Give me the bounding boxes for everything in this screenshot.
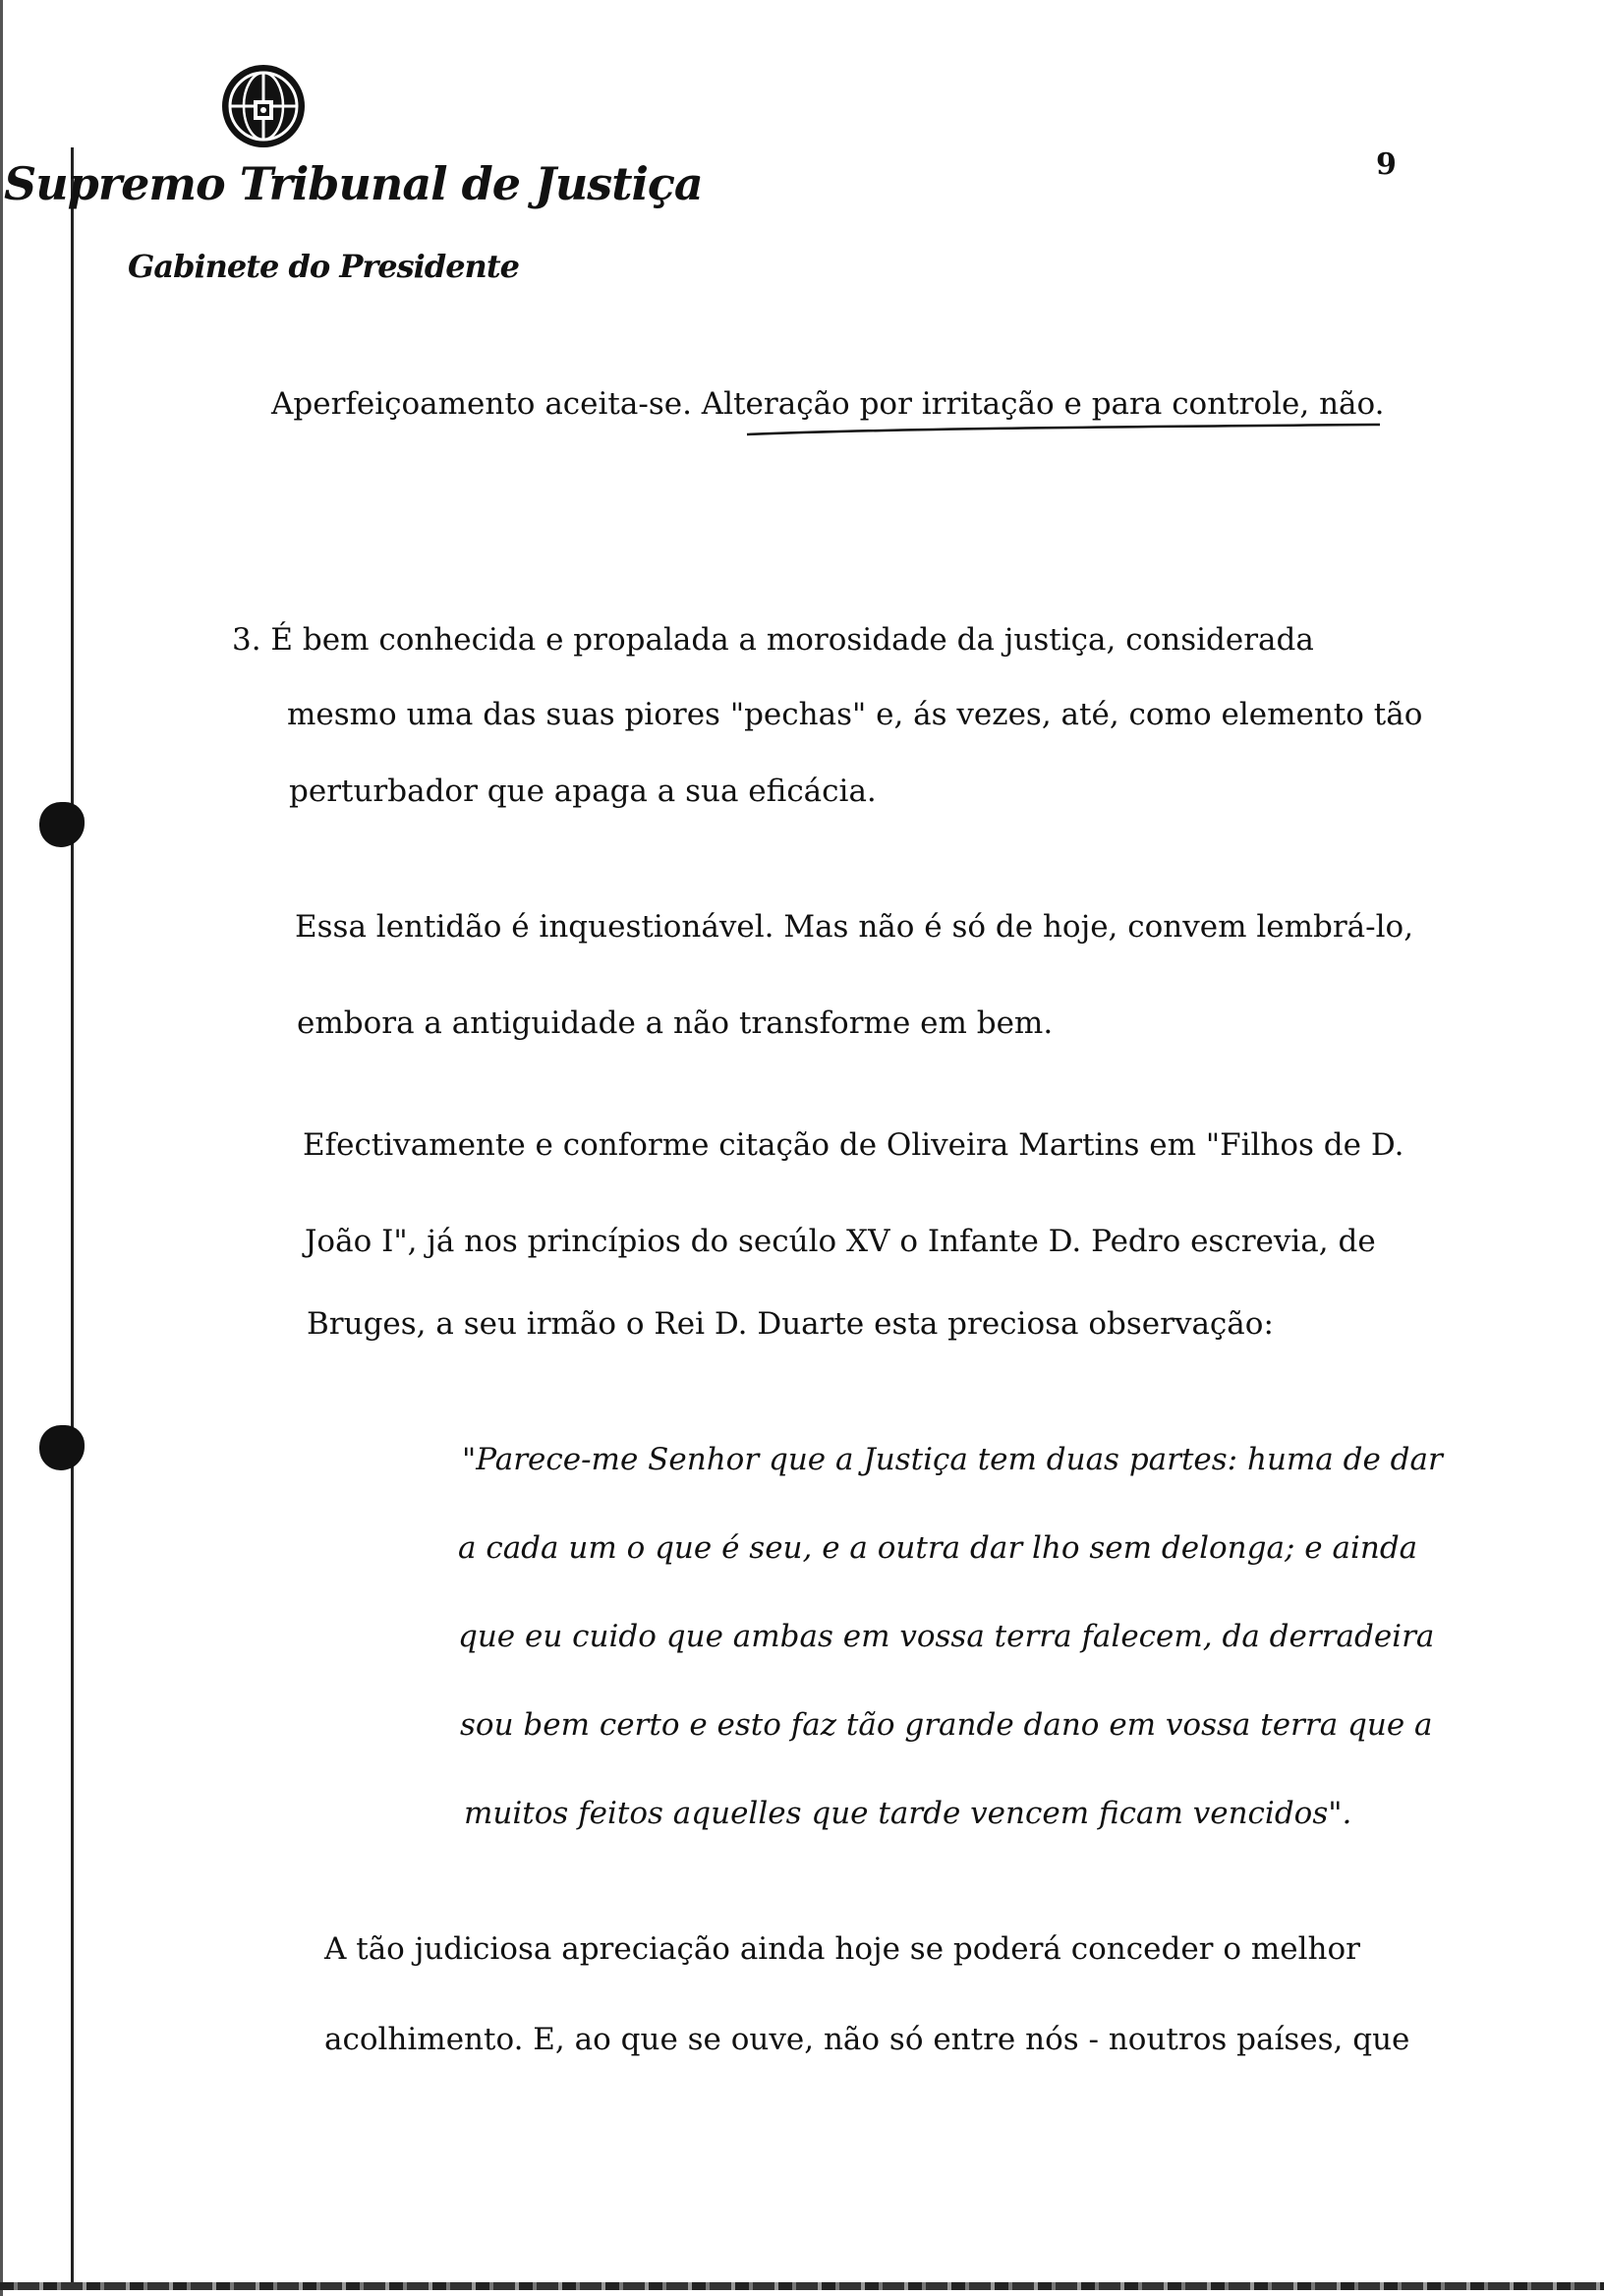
scan-bottom-edge xyxy=(0,2282,1604,2290)
quote-line: a cada um o que é seu, e a outra dar lho sem delonga; e ainda xyxy=(458,1530,1418,1566)
quote-line: que eu cuido que ambas em vossa terra falecem, da derradeira xyxy=(458,1619,1435,1654)
court-name: Supremo Tribunal de Justiça xyxy=(4,157,703,210)
text-line: João I", já nos princípios do secúlo XV o Infante D. Pedro escrevia, de xyxy=(305,1224,1376,1259)
text-line: mesmo uma das suas piores "pechas" e, ás vezes, até, como elemento tão xyxy=(287,697,1423,732)
text-line: 3. É bem conhecida e propalada a morosidade da justiça, considerada xyxy=(232,622,1314,658)
office-name: Gabinete do Presidente xyxy=(128,248,519,285)
text-line: acolhimento. E, ao que se ouve, não só entre nós - noutros países, que xyxy=(324,2022,1410,2057)
text-line: Bruges, a seu irmão o Rei D. Duarte esta preciosa observação: xyxy=(307,1306,1274,1342)
text-line: perturbador que apaga a sua eficácia. xyxy=(289,774,877,809)
handwritten-underline xyxy=(745,423,1382,436)
quote-line: sou bem certo e esto faz tão grande dano em vossa terra que a xyxy=(460,1707,1433,1743)
text-line: embora a antiguidade a não transforme em bem. xyxy=(297,1005,1054,1041)
page-number: 9 xyxy=(1376,147,1397,182)
coat-of-arms-seal-icon xyxy=(218,61,309,151)
text-line: A tão judiciosa apreciação ainda hoje se poderá conceder o melhor xyxy=(324,1931,1360,1967)
text-line: Efectivamente e conforme citação de Oliveira Martins em "Filhos de D. xyxy=(303,1127,1404,1163)
text-line: Essa lentidão é inquestionável. Mas não é só de hoje, convem lembrá-lo, xyxy=(295,909,1414,945)
quote-line: "Parece-me Senhor que a Justiça tem duas partes: huma de dar xyxy=(462,1442,1443,1477)
margin-rule xyxy=(71,147,74,2290)
scan-edge xyxy=(0,0,3,2296)
punch-hole-mark xyxy=(39,802,85,847)
punch-hole-mark xyxy=(39,1425,85,1470)
quote-line: muitos feitos aquelles que tarde vencem ficam vencidos". xyxy=(464,1796,1352,1831)
text-line: Aperfeiçoamento aceita-se. Alteração por irritação e para controle, não. xyxy=(271,386,1385,422)
